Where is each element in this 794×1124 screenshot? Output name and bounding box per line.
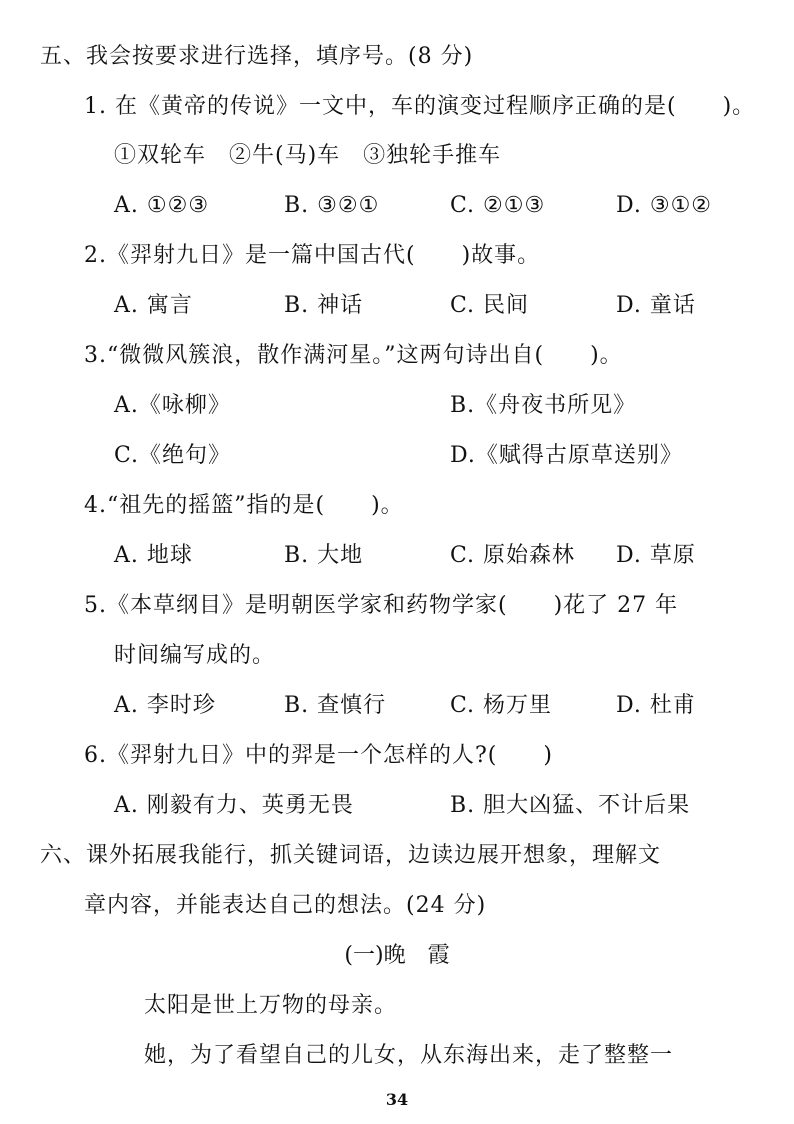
question-3-option-c: C.《绝句》 <box>114 443 232 468</box>
question-4-option-d: D. 草原 <box>616 543 696 568</box>
question-2: 2.《羿射九日》是一篇中国古代( )故事。 <box>84 243 541 268</box>
question-3: 3.“微微风簇浪，散作满河星。”这两句诗出自( )。 <box>84 343 623 368</box>
question-5-option-d: D. 杜甫 <box>616 693 696 718</box>
question-4: 4.“祖先的摇篮”指的是( )。 <box>84 493 404 518</box>
page-number: 34 <box>385 1090 409 1109</box>
question-1-items: ①双轮车 ②牛(马)车 ③独轮手推车 <box>114 143 502 168</box>
question-1-option-d: D. ③①② <box>616 193 713 218</box>
question-4-option-c: C. 原始森林 <box>450 543 576 568</box>
question-3-option-d: D.《赋得古原草送别》 <box>450 443 683 468</box>
question-1-option-c: C. ②①③ <box>450 193 546 218</box>
question-5-option-a: A. 李时珍 <box>114 693 216 718</box>
question-5: 5.《本草纲目》是明朝医学家和药物学家( )花了 27 年 <box>84 593 679 618</box>
question-2-option-d: D. 童话 <box>616 293 696 318</box>
section5-heading: 五、我会按要求进行选择，填序号。(8 分) <box>40 44 474 69</box>
question-5-continued: 时间编写成的。 <box>114 643 276 668</box>
question-5-option-b: B. 查慎行 <box>284 693 387 718</box>
passage-paragraph-2: 她，为了看望自己的儿女，从东海出来，走了整整一 <box>144 1043 674 1068</box>
section6-heading: 六、课外拓展我能行，抓关键词语，边读边展开想象，理解文 <box>40 843 662 868</box>
passage-title: (一)晚 霞 <box>344 943 450 968</box>
question-6-option-a: A. 刚毅有力、英勇无畏 <box>114 793 354 818</box>
question-3-option-a: A.《咏柳》 <box>114 393 231 418</box>
question-2-option-c: C. 民间 <box>450 293 530 318</box>
question-1-option-a: A. ①②③ <box>114 193 210 218</box>
question-2-option-a: A. 寓言 <box>114 293 193 318</box>
question-5-option-c: C. 杨万里 <box>450 693 553 718</box>
question-2-option-b: B. 神话 <box>284 293 364 318</box>
question-4-option-a: A. 地球 <box>114 543 193 568</box>
question-1: 1. 在《黄帝的传说》一文中，车的演变过程顺序正确的是( )。 <box>84 94 756 119</box>
section6-heading-continued: 章内容，并能表达自己的想法。(24 分) <box>84 893 487 918</box>
passage-paragraph-1: 太阳是世上万物的母亲。 <box>144 993 398 1018</box>
question-6: 6.《羿射九日》中的羿是一个怎样的人?( ) <box>84 743 553 768</box>
question-1-option-b: B. ③②① <box>284 193 380 218</box>
question-4-option-b: B. 大地 <box>284 543 364 568</box>
question-6-option-b: B. 胆大凶猛、不计后果 <box>450 793 691 818</box>
question-3-option-b: B.《舟夜书所见》 <box>450 393 637 418</box>
